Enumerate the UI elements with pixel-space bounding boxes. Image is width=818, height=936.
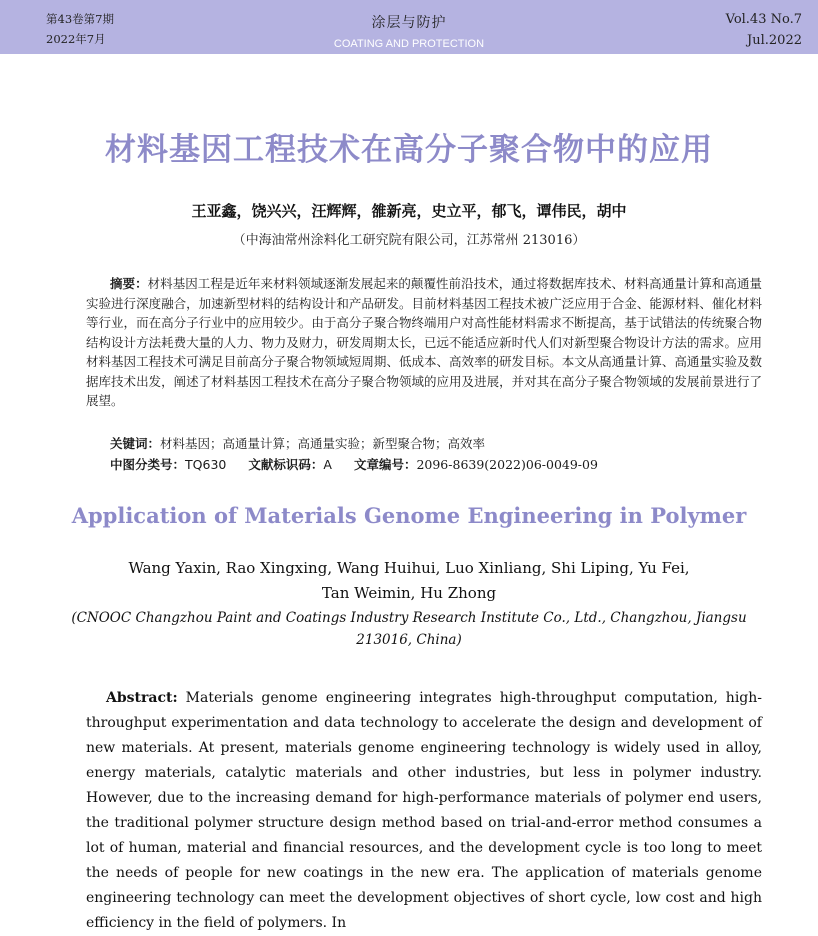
keywords-label-cn: 关键词： <box>110 436 161 451</box>
volume-issue-en: Vol.43 No.7 <box>725 12 802 27</box>
affiliation-cn: （中海油常州涂料化工研究院有限公司，江苏常州 213016） <box>232 233 586 248</box>
header-right <box>726 9 802 51</box>
abstract-label-cn: 摘要： <box>110 276 148 291</box>
clc-value: TQ630 <box>185 457 227 472</box>
journal-header <box>0 0 818 54</box>
article-no-label: 文章编号： <box>353 457 417 472</box>
authors-en-line1: Wang Yaxin, Rao Xingxing, Wang Huihui, Luo Xinliang, Shi Liping, Yu Fei, <box>128 559 690 577</box>
abstract-cn <box>86 274 762 411</box>
date-cn: 2022年7月 <box>46 32 106 46</box>
header-center <box>0 12 818 50</box>
authors-en-line2: Tan Weimin, Hu Zhong <box>321 584 497 602</box>
keywords-text-cn: 材料基因；高通量计算；高通量实验；新型聚合物；高效率 <box>160 436 486 451</box>
date-en: Jul.2022 <box>747 33 802 48</box>
authors-en <box>0 556 818 606</box>
article-no-value: 2096-8639(2022)06-0049-09 <box>416 457 598 472</box>
paper-title-en: Application of Materials Genome Engineering in Polymer <box>71 503 747 528</box>
affiliation-en-line1: (CNOOC Changzhou Paint and Coatings Industry Research Institute Co., Ltd., Changzhou, Jiangsu <box>71 610 747 626</box>
authors-cn: 王亚鑫，饶兴兴，汪辉辉，雒新亮，史立平，郁飞，谭伟民，胡中 <box>191 202 627 220</box>
abstract-text-en: Materials genome engineering integrates high-throughput computation, high-throughput experimentation and data technology to accelerate the design and development of new materials. At present, materials genome engineering technology is widely used in alloy, energy materials, catalytic materials and other industries, but less in polymer industry. However, due to the increasing demand for high-performance materials of polymer end users, the traditional polymer structure design method based on trial-and-error method consumes a lot of human, material and financial resources, and the development cycle is too long to meet the needs of people for new coatings in the new era. The application of materials genome engineering technology can meet the development objectives of short cycle, low cost and high efficiency in the field of polymers. In <box>86 690 763 931</box>
journal-name-en: COATING AND PROTECTION <box>333 38 485 50</box>
clc-label: 中图分类号： <box>110 457 186 472</box>
abstract-label-en: Abstract: <box>106 690 178 706</box>
volume-issue-cn: 第43卷第7期 <box>46 12 114 26</box>
doc-code-label: 文献标识码： <box>248 457 324 472</box>
keywords-cn <box>110 434 485 453</box>
paper-title-cn: 材料基因工程技术在高分子聚合物中的应用 <box>105 132 713 168</box>
abstract-en <box>86 686 762 936</box>
classification-line <box>110 455 598 474</box>
affiliation-en-line2: 213016, China) <box>356 632 462 648</box>
doc-code-value: A <box>323 457 332 472</box>
affiliation-en <box>0 607 818 651</box>
journal-name-cn: 涂层与防护 <box>371 15 447 31</box>
abstract-text-cn: 材料基因工程是近年来材料领域逐渐发展起来的颠覆性前沿技术，通过将数据库技术、材料高通量计算和高通量实验进行深度融合，加速新型材料的结构设计和产品研发。目前材料基因工程技术被广泛应用于合金、能源材料、催化材料等行业，而在高分子行业中的应用较少。由于高分子聚合物终端用户对高性能材料需求不断提高，基于试错法的传统聚合物结构设计方法耗费大量的人力、物力及财力，研发周期太长，已远不能适应新时代人们对新型聚合物设计方法的需求。应用材料基因工程技术可满足目前高分子聚合物领域短周期、低成本、高效率的研发目标。本文从高通量计算、高通量实验及数据库技术出发，阐述了材料基因工程技术在高分子聚合物领域的应用及进展，并对其在高分子聚合物领域的发展前景进行了展望。 <box>86 276 762 408</box>
